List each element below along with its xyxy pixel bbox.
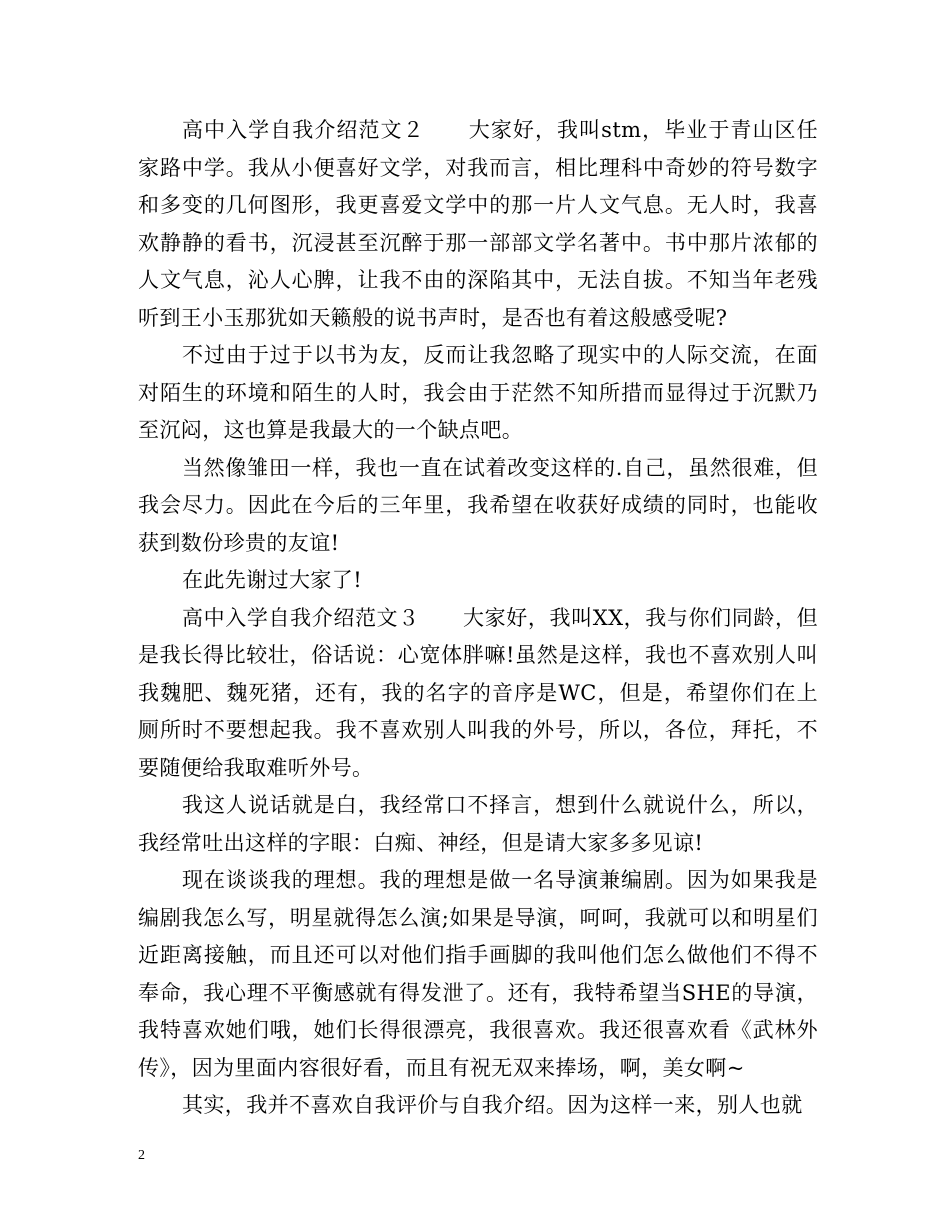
paragraph-2: 不过由于过于以书为友，反而让我忽略了现实中的人际交流，在面对陌生的环境和陌生的人时，我会由于茫然不知所措而显得过于沉默乃至沉闷，这也算是我最大的一个缺点吧。 — [138, 343, 818, 442]
page-number: 2 — [138, 1148, 145, 1163]
paragraph-6: 我这人说话就是白，我经常口不择言，想到什么就说什么，所以，我经常吐出这样的字眼：白痴、神经，但是请大家多多见谅! — [138, 793, 818, 855]
paragraph-8: 其实，我并不喜欢自我评价与自我介绍。因为这样一来，别人也就 — [182, 1093, 803, 1117]
paragraph-1: 高中入学自我介绍范文２ 大家好，我叫stm，毕业于青山区任家路中学。我从小便喜好文学，对我而言，相比理科中奇妙的符号数字和多变的几何图形，我更喜爱文学中的那一片人文气息。无人时，我喜欢静静的看书，沉浸甚至沉醉于那一部部文学名著中。书中那片浓郁的人文气息，沁人心脾，让我不由的深陷其中，无法自拔。不知当年老残听到王小玉那犹如天籁般的说书声时，是否也有着这般感受呢? — [138, 118, 818, 330]
paragraph-3: 当然像雏田一样，我也一直在试着改变这样的.自己，虽然很难，但我会尽力。因此在今后的三年里，我希望在收获好成绩的同时，也能收获到数份珍贵的友谊! — [138, 455, 818, 555]
document-body — [138, 112, 818, 1125]
paragraph-7: 现在谈谈我的理想。我的理想是做一名导演兼编剧。因为如果我是编剧我怎么写，明星就得怎么演;如果是导演，呵呵，我就可以和明星们近距离接触，而且还可以对他们指手画脚的我叫他们怎么做他们不得不奉命，我心理不平衡感就有得发泄了。还有，我特希望当SHE的导演，我特喜欢她们哦，她们长得很漂亮，我很喜欢。我还很喜欢看《武林外传》，因为里面内容很好看，而且有祝无双来捧场，啊，美女啊~ — [138, 868, 818, 1080]
paragraph-5: 高中入学自我介绍范文３ 大家好，我叫XX，我与你们同龄，但是我长得比较壮，俗话说：心宽体胖嘛!虽然是这样，我也不喜欢别人叫我魏肥、魏死猪，还有，我的名字的音序是WC，但是，希望你们在上厕所时不要想起我。我不喜欢别人叫我的外号，所以，各位，拜托，不要随便给我取难听外号。 — [138, 605, 818, 780]
paragraph-4: 在此先谢过大家了! — [182, 568, 363, 592]
